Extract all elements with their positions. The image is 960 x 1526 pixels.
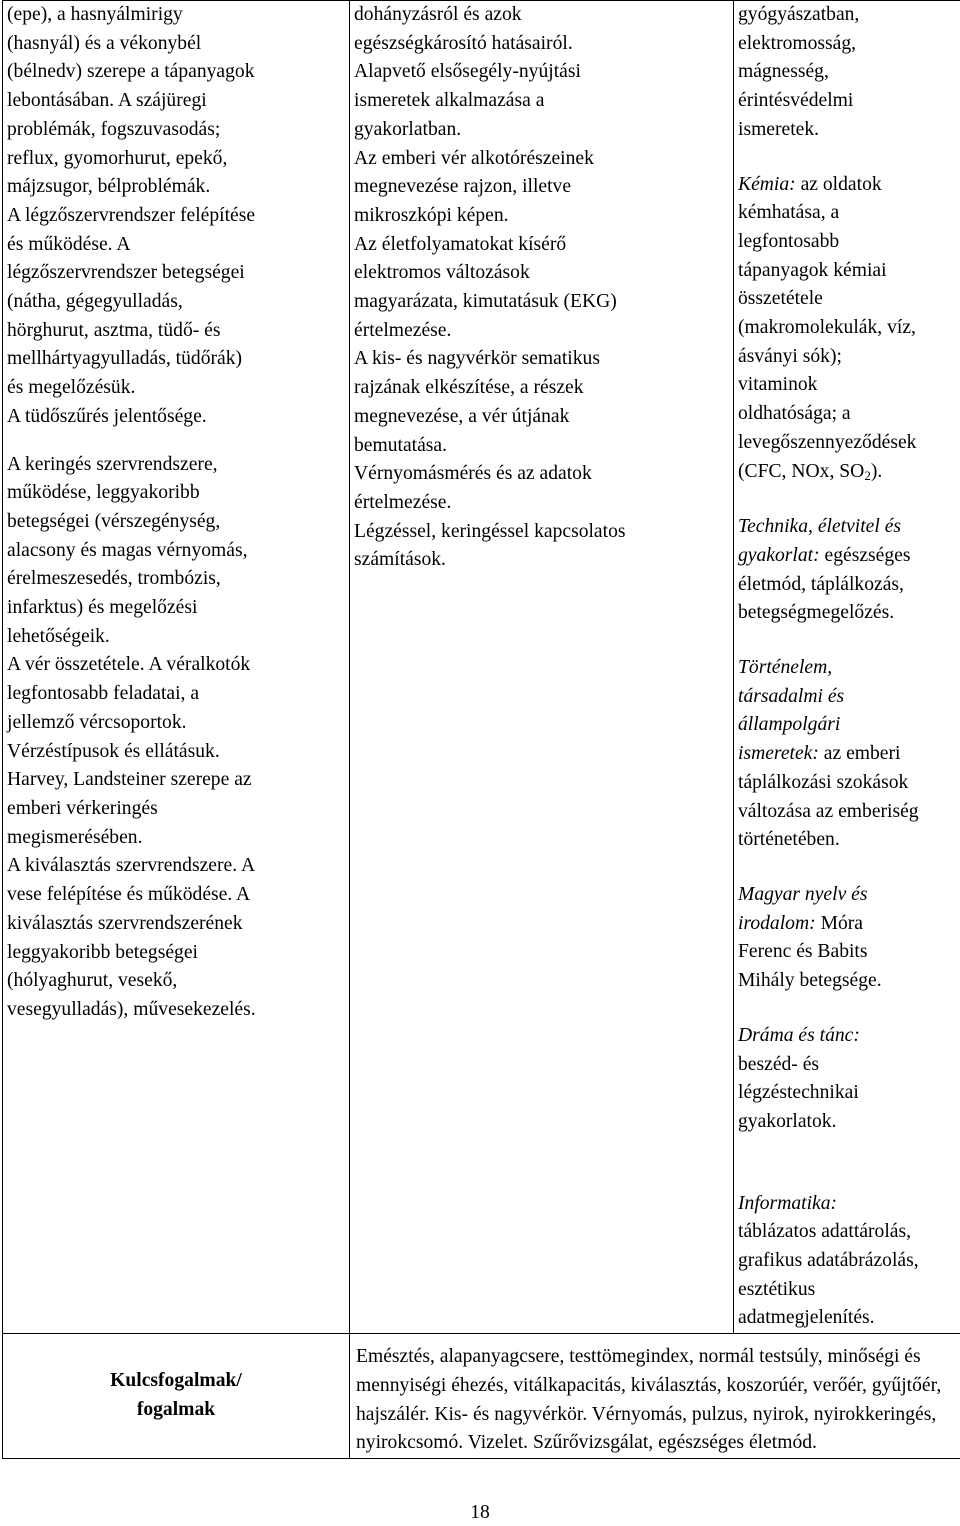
subject-label: irodalom: (738, 912, 816, 934)
text-line: Emésztés, alapanyagcsere, testtömegindex, normál testsúly, minőségi és (356, 1346, 921, 1368)
text-line: esztétikus (738, 1278, 816, 1300)
activities-paragraph (354, 1, 725, 575)
text-line: és megelőzésük. (7, 377, 136, 399)
text-line: mellhártyagyulladás, tüdőrák) (7, 348, 243, 370)
text-line: A keringés szervrendszere, (7, 453, 218, 475)
text-line (738, 542, 960, 571)
text-line: legfontosabb feladatai, a (7, 683, 200, 705)
text-line: hajszálér. Kis- és nagyvérkör. Vérnyomás, pulzus, nyirok, nyirokkeringés, (356, 1403, 937, 1425)
tortenelem-section (738, 654, 960, 855)
text-line: értelmezése. (354, 491, 452, 513)
text-line: levegőszennyeződések (738, 431, 917, 453)
text-line: életmód, táplálkozás, (738, 573, 904, 595)
text-line: érelmeszesedés, trombózis, (7, 568, 221, 590)
text-line: érintésvédelmi (738, 90, 854, 112)
subject-label: Technika, életvitel és (738, 516, 902, 538)
key-concepts-row (3, 1334, 960, 1459)
text-line: alacsony és magas vérnyomás, (7, 539, 248, 561)
text-line: leggyakoribb betegségei (7, 941, 198, 963)
text-line: és működése. A (7, 233, 131, 255)
text-line: kémhatása, a (738, 202, 840, 224)
text-line: mennyiségi éhezés, vitálkapacitás, kiválasztás, koszorúér, verőér, gyűjtőér, (356, 1374, 942, 1396)
text-line: infarktus) és megelőzési (7, 597, 198, 619)
subject-label: Dráma és tánc: (738, 1024, 860, 1046)
paragraph-gap (7, 432, 341, 451)
text-line: adatmegjelenítés. (738, 1307, 875, 1329)
text-line (738, 910, 960, 939)
text-line (738, 740, 960, 769)
key-concepts-text (350, 1334, 960, 1459)
technika-section (738, 513, 960, 628)
text-line: kiválasztás szervrendszerének (7, 912, 243, 934)
text-line: Az életfolyamatokat kísérő (354, 233, 567, 255)
text-line: vesegyulladás), művesekezelés. (7, 998, 256, 1020)
text-line: Légzéssel, keringéssel kapcsolatos (354, 520, 626, 542)
text-line: ismeretek alkalmazása a (354, 90, 545, 112)
text-line: legfontosabb (738, 230, 840, 252)
informatika-section (738, 1190, 960, 1334)
drama-section (738, 1022, 960, 1137)
text-line: A tüdőszűrés jelentősége. (7, 405, 207, 427)
intro-section (738, 1, 960, 145)
text-line: jellemző vércsoportok. (7, 711, 187, 733)
text-line: nyirokcsomó. Vizelet. Szűrővizsgálat, egészséges életmód. (356, 1432, 817, 1454)
key-concepts-label (3, 1334, 350, 1459)
text-line: megnevezése, a vér útjának (354, 405, 570, 427)
subject-label: társadalmi és (738, 685, 845, 707)
text-line: magyarázata, kimutatásuk (EKG) (354, 291, 617, 313)
subject-label: Kémia: (738, 173, 796, 195)
text-line: A légzőszervrendszer felépítése (7, 204, 256, 226)
text-line: (nátha, gégegyulladás, (7, 291, 183, 313)
text-line: betegségmegelőzés. (738, 602, 895, 624)
text-line: Az emberi vér alkotórészeinek (354, 147, 594, 169)
text-line: rajzának elkészítése, a részek (354, 377, 584, 399)
kemia-section (738, 171, 960, 488)
text-line: Vérnyomásmérés és az adatok (354, 463, 592, 485)
text-line: A kis- és nagyvérkör sematikus (354, 348, 600, 370)
text-line: betegségei (vérszegénység, (7, 510, 221, 532)
text-line: táplálkozási szokások (738, 771, 909, 793)
formula-text: ). (870, 460, 883, 482)
text-line: A vér összetétele. A véralkotók (7, 654, 251, 676)
connections-column (734, 1, 960, 1334)
text-line: bemutatása. (354, 434, 448, 456)
text-line: Mihály betegsége. (738, 970, 882, 992)
subject-label: ismeretek: (738, 743, 819, 765)
text-line: problémák, fogszuvasodás; (7, 118, 221, 140)
content-paragraph (7, 451, 341, 1025)
subject-label: gyakorlat: (738, 544, 820, 566)
subject-text: egészséges (824, 544, 911, 566)
text-line: mágnesség, (738, 61, 829, 83)
text-line: légzéstechnikai (738, 1082, 859, 1104)
text-line: (makromolekulák, víz, (738, 317, 916, 339)
text-line: egészségkárosító hatásairól. (354, 32, 573, 54)
text-line: elektromos változások (354, 262, 530, 284)
text-line: reflux, gyomorhurut, epekő, (7, 147, 228, 169)
text-line: táblázatos adattárolás, (738, 1221, 911, 1243)
text-line: változása az emberiség (738, 800, 919, 822)
text-line: gyakorlatban. (354, 118, 462, 140)
text-line: elektromosság, (738, 32, 857, 54)
content-paragraph (7, 1, 341, 432)
page-number: 18 (470, 1502, 490, 1523)
text-line: (hasnyál) és a vékonybél (7, 32, 202, 54)
text-line: lebontásában. A szájüregi (7, 90, 207, 112)
text-line: megismerésében. (7, 826, 143, 848)
text-line: hörghurut, asztma, tüdő- és (7, 319, 221, 341)
formula-text: (CFC, NOx, SO (738, 460, 865, 482)
text-line: vese felépítése és működése. A (7, 884, 251, 906)
text-line: ismeretek. (738, 118, 820, 140)
magyar-section (738, 881, 960, 996)
label-line: Kulcsfogalmak/ (110, 1370, 242, 1392)
text-line: történetében. (738, 829, 840, 851)
text-line: májzsugor, bélproblémák. (7, 176, 211, 198)
text-line: megnevezése rajzon, illetve (354, 176, 572, 198)
text-line: (bélnedv) szerepe a tápanyagok (7, 61, 255, 83)
text-line: (hólyaghurut, vesekő, (7, 970, 178, 992)
text-line: Ferenc és Babits (738, 941, 868, 963)
text-line: (epe), a hasnyálmirigy (7, 4, 183, 25)
subject-text: Móra (820, 912, 864, 934)
subject-label: Magyar nyelv és (738, 883, 868, 905)
text-line: légzőszervrendszer betegségei (7, 262, 245, 284)
content-column (3, 1, 350, 1334)
text-line: összetétele (738, 288, 823, 310)
text-line: Harvey, Landsteiner szerepe az (7, 769, 252, 791)
activities-column (350, 1, 734, 1334)
formula-subscript: 2 (864, 467, 871, 483)
subject-label: állampolgári (738, 714, 841, 736)
text-line: beszéd- és (738, 1053, 820, 1075)
text-line: oldhatósága; a (738, 403, 851, 425)
subject-label: Informatika: (738, 1192, 838, 1214)
subject-label: Történelem, (738, 657, 833, 679)
text-line: működése, leggyakoribb (7, 482, 200, 504)
text-line: Alapvető elsősegély-nyújtási (354, 61, 581, 83)
text-line: mikroszkópi képen. (354, 204, 509, 226)
text-line: grafikus adatábrázolás, (738, 1250, 919, 1272)
label-line: fogalmak (136, 1399, 216, 1421)
text-line: értelmezése. (354, 319, 452, 341)
text-line: emberi vérkeringés (7, 797, 158, 819)
text-line: gyakorlatok. (738, 1110, 837, 1132)
text-line (738, 171, 960, 200)
text-line: A kiválasztás szervrendszere. A (7, 855, 256, 877)
text-line: gyógyászatban, (738, 4, 860, 25)
text-line (738, 458, 960, 488)
text-line: számítások. (354, 549, 446, 571)
text-line: Vérzéstípusok és ellátásuk. (7, 740, 220, 762)
subject-text: az oldatok (800, 173, 882, 195)
subject-text: az emberi (823, 743, 901, 765)
text-line: lehetőségeik. (7, 625, 110, 647)
text-line: dohányzásról és azok (354, 4, 522, 25)
curriculum-table (2, 0, 960, 1459)
text-line: vitaminok (738, 374, 818, 396)
content-row (3, 1, 960, 1334)
text-line: tápanyagok kémiai (738, 259, 887, 281)
text-line: ásványi sók); (738, 345, 842, 367)
